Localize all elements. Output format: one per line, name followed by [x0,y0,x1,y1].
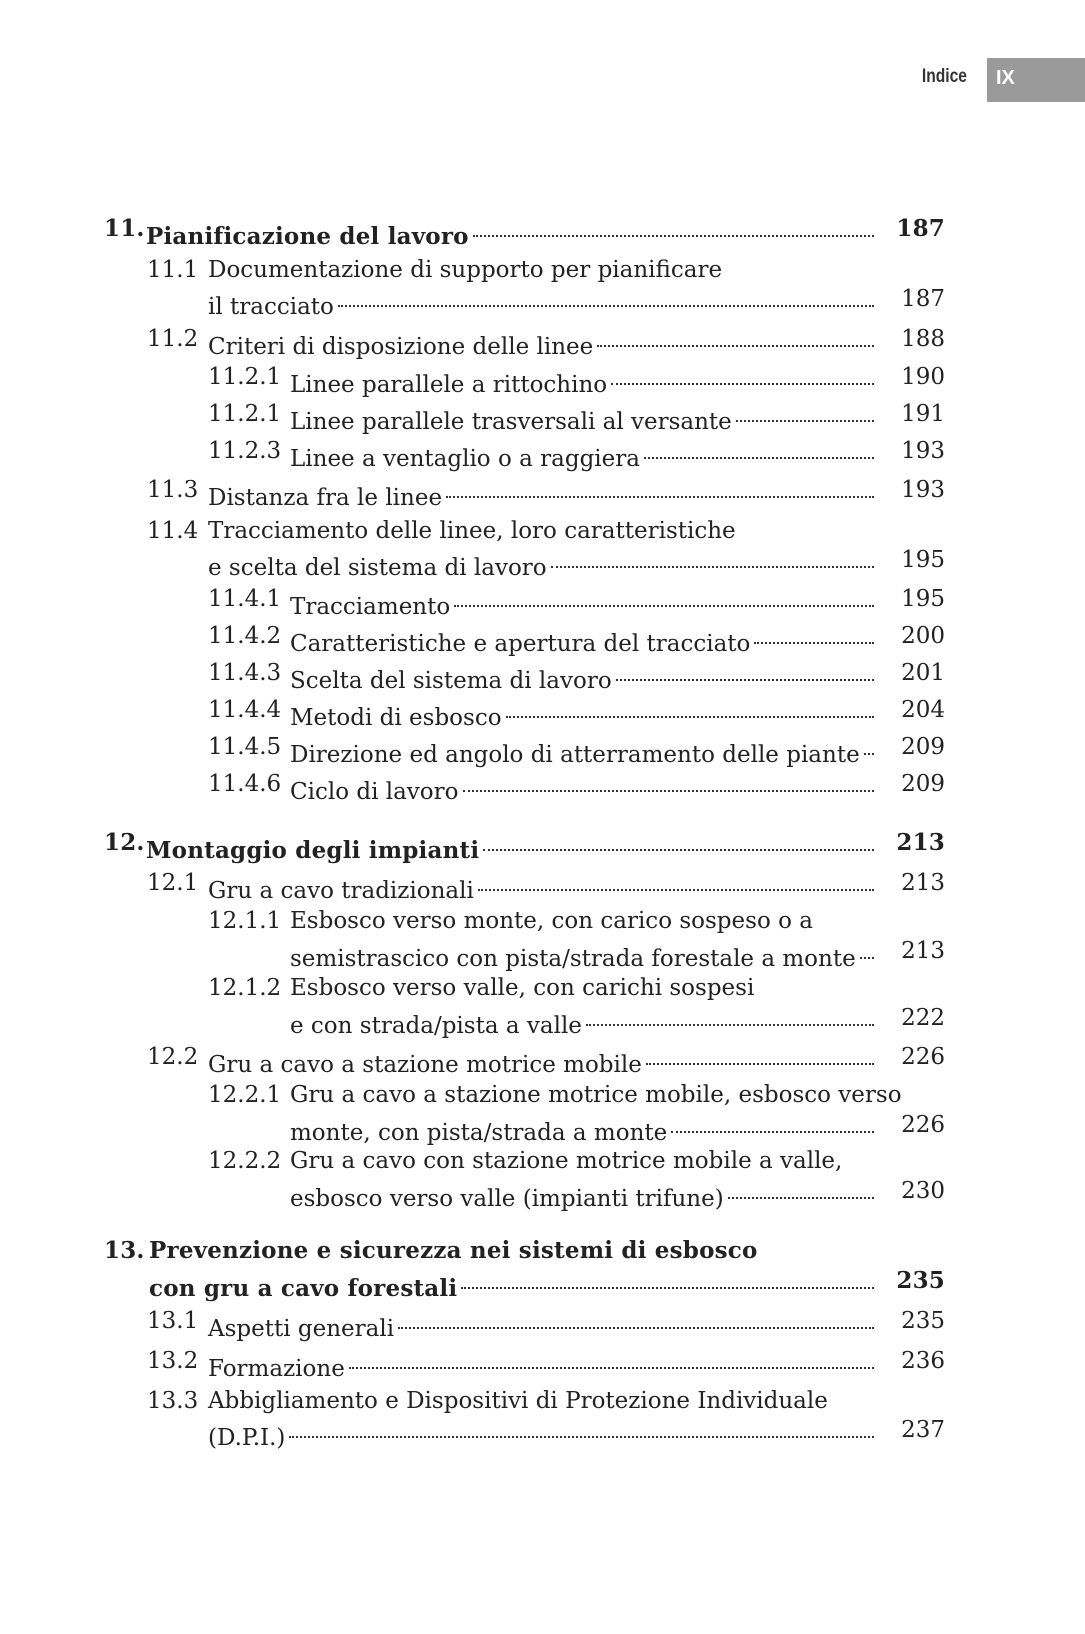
toc-entry-number: 11.4.4 [208,697,282,723]
toc-entry-leader [208,868,874,906]
toc-entry-title: Linee parallele trasversali al versante [290,407,736,437]
toc-entry-leader [290,695,874,733]
toc-entry-title: e con strada/pista a valle [290,1011,586,1041]
section-label: Indice [921,66,967,87]
toc-entry-title: Linee a ventaglio o a raggiera [290,444,644,474]
toc-entry-title: Gru a cavo a stazione motrice mobile [208,1050,646,1080]
toc-entry-leader [208,1346,874,1384]
toc-entry-leader [208,324,874,362]
toc-entry-title-line: Esbosco verso valle, con carichi sospesi [290,975,755,1001]
toc-entry-title-line: Abbigliamento e Dispositivi di Protezione Individuale [208,1388,828,1414]
toc-entry-page: 188 [901,326,945,352]
toc-entry-page: 230 [901,1178,945,1204]
toc-entry-number: 11.4.3 [208,660,282,686]
toc-entry-leader [290,936,874,974]
dotted-leader [478,868,874,898]
dotted-leader [586,1003,874,1033]
toc-entry-page: 187 [896,215,945,242]
toc-entry-title: Metodi di esbosco [290,703,506,733]
toc-entry-page: 191 [901,401,945,427]
toc-entry-page: 193 [901,477,945,503]
toc-entry-leader [290,584,874,622]
toc-entry-number: 13. [104,1237,145,1264]
dotted-leader [754,621,874,651]
toc-entry-page: 236 [901,1348,945,1374]
toc-entry-title-line: Gru a cavo con stazione motrice mobile a valle, [290,1148,843,1174]
toc-entry-title: Pianificazione del lavoro [146,222,473,252]
toc-entry-page: 195 [901,547,945,573]
dotted-leader [597,324,874,354]
toc-entry-leader [208,545,874,583]
toc-entry-number: 11.2.1 [208,364,282,390]
toc-entry-title: con gru a cavo forestali [149,1274,461,1304]
toc-entry-page: 213 [896,829,945,856]
dotted-leader [338,284,874,314]
toc-entry-page: 213 [901,870,945,896]
toc-entry-title: Linee parallele a rittochino [290,370,611,400]
toc-entry-number: 13.2 [147,1348,199,1374]
toc-entry-title: semistrascico con pista/strada forestale a monte [290,944,860,974]
dotted-leader [611,362,874,392]
toc-entry-leader [146,214,874,252]
dotted-leader [860,936,874,966]
toc-entry-number: 11.4.5 [208,734,282,760]
toc-entry-title: Tracciamento [290,592,454,622]
toc-entry-number: 12.2 [147,1044,199,1070]
toc-entry-title: Criteri di disposizione delle linee [208,332,597,362]
toc-entry-leader [290,769,874,807]
toc-entry-title: Distanza fra le linee [208,483,446,513]
toc-entry-page: 213 [901,938,945,964]
running-header [0,58,1085,102]
toc-entry-number: 12.1.1 [208,908,282,934]
dotted-leader [551,545,874,575]
toc-entry-title: Ciclo di lavoro [290,777,463,807]
toc-entry-title: Direzione ed angolo di atterramento delle piante [290,740,864,770]
dotted-leader [289,1415,874,1445]
toc-entry-leader [208,284,874,322]
toc-entry-number: 12.2.2 [208,1148,282,1174]
toc-entry-leader [290,658,874,696]
toc-entry-number: 11.2.1 [208,401,282,427]
dotted-leader [644,436,874,466]
toc-entry-page: 201 [901,660,945,686]
toc-entry-number: 11.2.3 [208,438,282,464]
toc-entry-leader [290,1003,874,1041]
dotted-leader [728,1176,874,1206]
toc-entry-leader [290,621,874,659]
toc-entry-title-line: Esbosco verso monte, con carico sospeso o a [290,908,813,934]
toc-entry-leader [290,1110,874,1148]
dotted-leader [616,658,874,688]
toc-entry-page: 187 [901,286,945,312]
toc-entry-leader [290,732,874,770]
toc-entry-title: (D.P.I.) [208,1423,289,1453]
toc-entry-page: 235 [896,1267,945,1294]
dotted-leader [463,769,875,799]
toc-entry-number: 12.1.2 [208,975,282,1001]
toc-entry-title-line: Documentazione di supporto per pianificare [208,257,723,283]
dotted-leader [349,1346,874,1376]
toc-entry-number: 11.2 [147,326,199,352]
toc-entry-number: 11.1 [147,257,199,283]
dotted-leader [454,584,874,614]
toc-entry-page: 209 [901,771,945,797]
toc-entry-title-line: Prevenzione e sicurezza nei sistemi di esbosco [149,1237,758,1264]
toc-entry-page: 237 [901,1417,945,1443]
toc-entry-number: 11.4.6 [208,771,282,797]
toc-entry-leader [208,1415,874,1453]
dotted-leader [398,1306,874,1336]
toc-entry-page: 226 [901,1044,945,1070]
toc-entry-leader [290,399,874,437]
toc-entry-title: e scelta del sistema di lavoro [208,553,551,583]
toc-entry-leader [290,436,874,474]
toc-entry-title-line: Gru a cavo a stazione motrice mobile, esbosco verso [290,1082,902,1108]
toc-entry-title: Caratteristiche e apertura del tracciato [290,629,754,659]
dotted-leader [461,1266,874,1296]
toc-entry-title: Scelta del sistema di lavoro [290,666,616,696]
toc-entry-page: 200 [901,623,945,649]
toc-entry-number: 13.3 [147,1388,199,1414]
toc-entry-leader [149,1266,874,1304]
dotted-leader [671,1110,874,1140]
toc-entry-title: Montaggio degli impianti [146,836,483,866]
toc-entry-title: Gru a cavo tradizionali [208,876,478,906]
dotted-leader [646,1042,874,1072]
toc-entry-title: Formazione [208,1354,349,1384]
dotted-leader [473,214,874,244]
toc-entry-leader [208,475,874,513]
toc-entry-page: 195 [901,586,945,612]
toc-entry-number: 11.4.2 [208,623,282,649]
toc-entry-number: 12.1 [147,870,199,896]
toc-entry-leader [208,1306,874,1344]
toc-entry-number: 13.1 [147,1308,199,1334]
toc-entry-number: 11.3 [147,477,199,503]
toc-entry-leader [146,828,874,866]
toc-entry-page: 222 [901,1005,945,1031]
toc-entry-leader [290,362,874,400]
toc-entry-title: monte, con pista/strada a monte [290,1118,671,1148]
dotted-leader [506,695,874,725]
page-number-tab: IX [987,58,1085,102]
toc-entry-leader [208,1042,874,1080]
toc-entry-number: 12. [104,829,145,856]
toc-entry-title: esbosco verso valle (impianti trifune) [290,1184,728,1214]
toc-entry-title: Aspetti generali [208,1314,398,1344]
toc-entry-leader [290,1176,874,1214]
toc-entry-page: 204 [901,697,945,723]
dotted-leader [446,475,874,505]
toc-entry-page: 226 [901,1112,945,1138]
toc-entry-title-line: Tracciamento delle linee, loro caratteristiche [208,518,736,544]
toc-entry-page: 235 [901,1308,945,1334]
toc-entry-page: 193 [901,438,945,464]
toc-entry-number: 11. [104,215,145,242]
toc-entry-number: 11.4.1 [208,586,282,612]
dotted-leader [483,828,874,858]
dotted-leader [736,399,874,429]
toc-entry-page: 209 [901,734,945,760]
toc-entry-title: il tracciato [208,292,338,322]
toc-entry-number: 11.4 [147,518,199,544]
dotted-leader [864,732,874,762]
toc-entry-page: 190 [901,364,945,390]
toc-entry-number: 12.2.1 [208,1082,282,1108]
